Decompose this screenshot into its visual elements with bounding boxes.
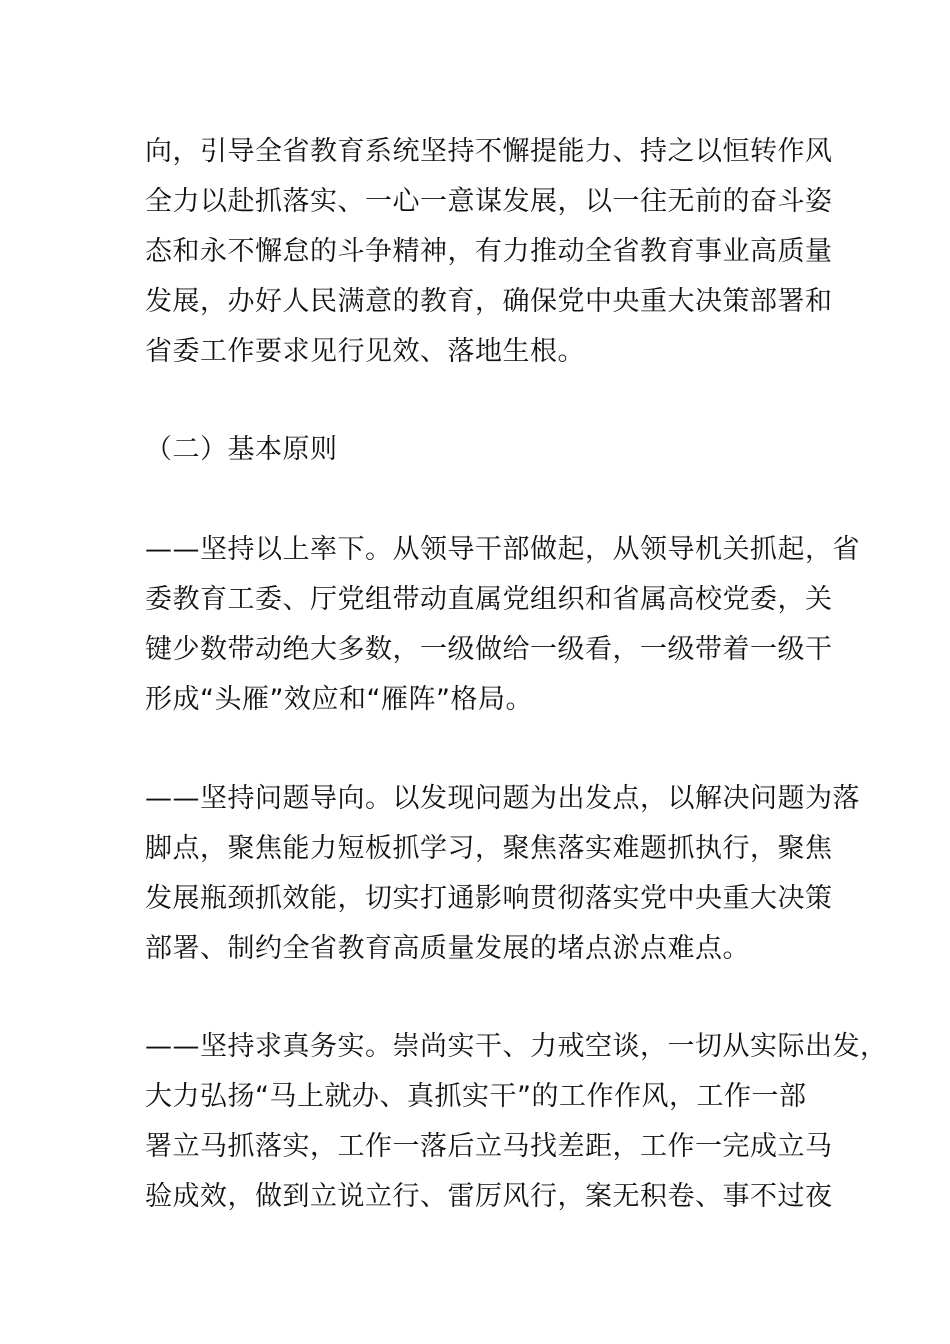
text-line: 验成效，做到立说立行、雷厉风行，案无积卷、事不过夜 [145, 1181, 833, 1212]
text-line: 委教育工委、厅党组带动直属党组织和省属高校党委，关 [145, 584, 833, 615]
text-line: ——坚持求真务实。崇尚实干、力戒空谈，一切从实际出发， [145, 1031, 888, 1062]
text-line: ——坚持以上率下。从领导干部做起，从领导机关抓起，省 [145, 534, 860, 565]
text-line: 形成“头雁”效应和“雁阵”格局。 [145, 684, 533, 715]
text-line: 署立马抓落实，工作一落后立马找差距，工作一完成立马 [145, 1131, 833, 1162]
paragraph-goal [145, 127, 833, 377]
section-heading-text: （二）基本原则 [145, 434, 338, 465]
paragraph-principle-3 [145, 1022, 888, 1222]
text-line: 键少数带动绝大多数，一级做给一级看，一级带着一级干 [145, 634, 833, 665]
text-line: 部署、制约全省教育高质量发展的堵点淤点难点。 [145, 933, 750, 964]
text-line: 态和永不懈怠的斗争精神，有力推动全省教育事业高质量 [145, 236, 833, 267]
paragraph-principle-2 [145, 774, 860, 974]
paragraph-principle-1 [145, 525, 860, 725]
section-heading [145, 425, 825, 475]
text-line: 大力弘扬“马上就办、真抓实干”的工作作风，工作一部 [145, 1081, 807, 1112]
text-line: 全力以赴抓落实、一心一意谋发展，以一往无前的奋斗姿 [145, 186, 833, 217]
text-line: 向，引导全省教育系统坚持不懈提能力、持之以恒转作风 [145, 136, 833, 167]
text-line: 省委工作要求见行见效、落地生根。 [145, 336, 585, 367]
text-line: 脚点，聚焦能力短板抓学习，聚焦落实难题抓执行，聚焦 [145, 833, 833, 864]
text-line: 发展瓶颈抓效能，切实打通影响贯彻落实党中央重大决策 [145, 883, 833, 914]
text-line: 发展，办好人民满意的教育，确保党中央重大决策部署和 [145, 286, 833, 317]
text-line: ——坚持问题导向。以发现问题为出发点，以解决问题为落 [145, 783, 860, 814]
